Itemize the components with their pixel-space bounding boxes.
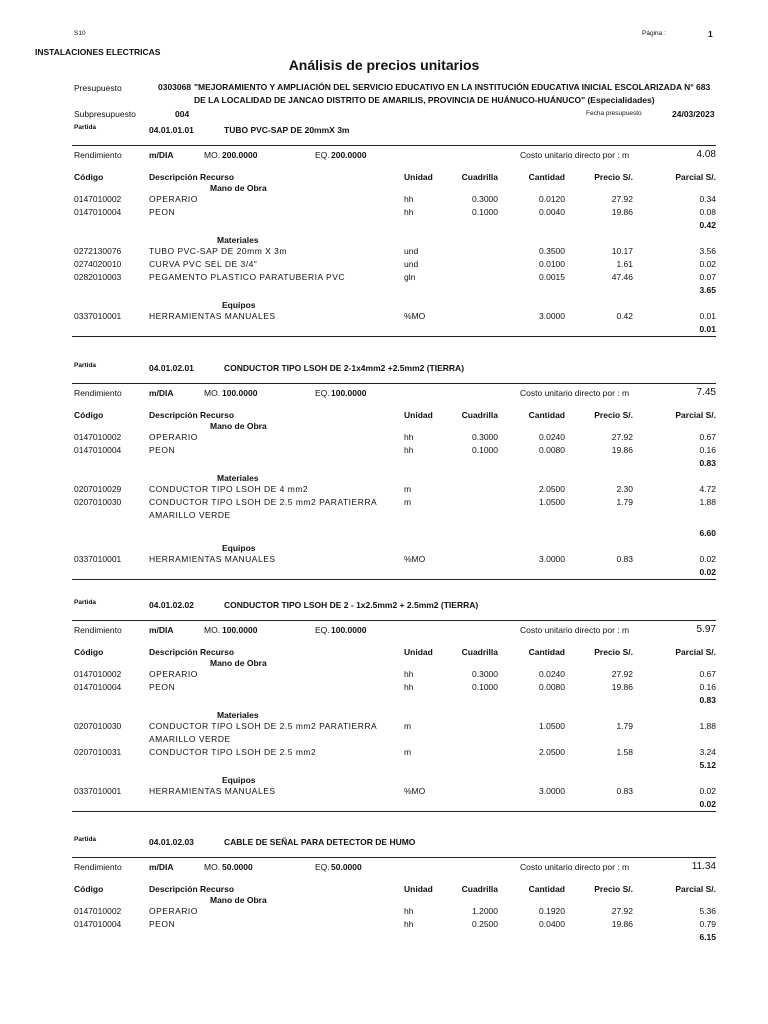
row-cantidad: 1.0500 bbox=[539, 721, 565, 731]
row-codigo: 0147010004 bbox=[74, 919, 122, 929]
row-descripcion: OPERARIO bbox=[149, 906, 198, 916]
rendimiento-label: Rendimiento bbox=[74, 388, 122, 398]
column-header-cantidad: Cantidad bbox=[528, 884, 565, 894]
row-cantidad: 0.0015 bbox=[539, 272, 565, 282]
row-descripcion: PEON bbox=[149, 445, 176, 455]
row-descripcion-cont: AMARILLO VERDE bbox=[149, 510, 231, 520]
row-codigo: 0337010001 bbox=[74, 554, 122, 564]
row-parcial: 3.24 bbox=[699, 747, 716, 757]
group-label-mano-obra: Mano de Obra bbox=[210, 658, 267, 668]
row-cantidad: 0.1920 bbox=[539, 906, 565, 916]
row-cantidad: 2.0500 bbox=[539, 484, 565, 494]
subtotal-equipos: 0.01 bbox=[699, 324, 716, 334]
column-header-unidad: Unidad bbox=[404, 647, 433, 657]
row-codigo: 0207010029 bbox=[74, 484, 122, 494]
page-label: Página : bbox=[642, 30, 666, 37]
row-unidad: hh bbox=[404, 906, 414, 916]
eq-value: 100.0000 bbox=[331, 388, 367, 398]
column-header-parcial: Parcial S/. bbox=[675, 410, 716, 420]
row-cantidad: 0.0240 bbox=[539, 432, 565, 442]
group-label-mano-obra: Mano de Obra bbox=[210, 183, 267, 193]
row-unidad: %MO bbox=[404, 554, 426, 564]
row-cantidad: 0.0240 bbox=[539, 669, 565, 679]
column-header-descripcion: Descripción Recurso bbox=[149, 884, 235, 894]
row-codigo: 0274020010 bbox=[74, 259, 122, 269]
row-unidad: hh bbox=[404, 194, 414, 204]
subtotal-materiales: 3.65 bbox=[699, 285, 716, 295]
presupuesto-line-2: DE LA LOCALIDAD DE JANCAO DISTRITO DE AMARILIS, PROVINCIA DE HUÁNUCO-HUÁNUCO" (Especialidades) bbox=[194, 95, 655, 105]
row-precio: 19.86 bbox=[611, 207, 633, 217]
row-descripcion: PEON bbox=[149, 919, 176, 929]
subtotal-materiales: 6.60 bbox=[699, 528, 716, 538]
partida-name: CONDUCTOR TIPO LSOH DE 2 - 1x2.5mm2 + 2.5mm2 (TIERRA) bbox=[224, 600, 479, 610]
presupuesto-line-1: "MEJORAMIENTO Y AMPLIACIÓN DEL SERVICIO EDUCATIVO EN LA INSTITUCIÓN EDUCATIVA INICIAL ESCOLARIZADA N° 683 bbox=[194, 82, 711, 92]
row-codigo: 0147010002 bbox=[74, 194, 122, 204]
rendimiento-label: Rendimiento bbox=[74, 625, 122, 635]
row-cantidad: 0.3500 bbox=[539, 246, 565, 256]
row-parcial: 1.88 bbox=[699, 497, 716, 507]
mo-value: 100.0000 bbox=[222, 625, 258, 635]
row-unidad: %MO bbox=[404, 786, 426, 796]
row-unidad: hh bbox=[404, 669, 414, 679]
row-cantidad: 0.0400 bbox=[539, 919, 565, 929]
row-cantidad: 0.0080 bbox=[539, 445, 565, 455]
row-unidad: gln bbox=[404, 272, 416, 282]
software-label: S10 bbox=[74, 30, 86, 37]
row-unidad: m bbox=[404, 484, 412, 494]
eq-value: 50.0000 bbox=[331, 862, 362, 872]
mo-label: MO. bbox=[204, 625, 221, 635]
section-title: INSTALACIONES ELECTRICAS bbox=[35, 47, 161, 57]
row-parcial: 0.08 bbox=[699, 207, 716, 217]
column-header-precio: Precio S/. bbox=[594, 172, 633, 182]
row-parcial: 5.36 bbox=[699, 906, 716, 916]
mo-label: MO. bbox=[204, 150, 221, 160]
row-unidad: hh bbox=[404, 445, 414, 455]
row-precio: 10.17 bbox=[611, 246, 633, 256]
fecha-value: 24/03/2023 bbox=[672, 109, 715, 119]
row-descripcion: OPERARIO bbox=[149, 432, 198, 442]
subtotal-mano-obra: 0.83 bbox=[699, 458, 716, 468]
partida-code: 04.01.02.02 bbox=[149, 600, 194, 610]
partida-label: Partida bbox=[74, 124, 97, 131]
row-cantidad: 1.0500 bbox=[539, 497, 565, 507]
row-codigo: 0147010002 bbox=[74, 669, 122, 679]
row-cuadrilla: 0.3000 bbox=[472, 669, 498, 679]
row-parcial: 0.02 bbox=[699, 786, 716, 796]
row-parcial: 0.01 bbox=[699, 311, 716, 321]
row-cuadrilla: 0.1000 bbox=[472, 445, 498, 455]
partida-code: 04.01.01.01 bbox=[149, 125, 194, 135]
row-codigo: 0272130076 bbox=[74, 246, 122, 256]
subtotal-equipos: 0.02 bbox=[699, 799, 716, 809]
column-header-precio: Precio S/. bbox=[594, 884, 633, 894]
row-unidad: m bbox=[404, 747, 412, 757]
partida-name: CONDUCTOR TIPO LSOH DE 2-1x4mm2 +2.5mm2 (TIERRA) bbox=[224, 363, 465, 373]
rendimiento-unit: m/DIA bbox=[149, 388, 174, 398]
row-unidad: und bbox=[404, 246, 419, 256]
row-precio: 0.83 bbox=[616, 786, 633, 796]
row-unidad: hh bbox=[404, 682, 414, 692]
row-codigo: 0282010003 bbox=[74, 272, 122, 282]
column-header-cantidad: Cantidad bbox=[528, 647, 565, 657]
costo-value: 4.08 bbox=[696, 149, 716, 160]
group-label-materiales: Materiales bbox=[217, 235, 259, 245]
row-codigo: 0337010001 bbox=[74, 786, 122, 796]
row-codigo: 0147010004 bbox=[74, 445, 122, 455]
row-cuadrilla: 1.2000 bbox=[472, 906, 498, 916]
column-header-descripcion: Descripción Recurso bbox=[149, 410, 235, 420]
row-precio: 1.79 bbox=[616, 497, 633, 507]
row-precio: 1.58 bbox=[616, 747, 633, 757]
group-label-equipos: Equipos bbox=[222, 300, 256, 310]
row-cantidad: 2.0500 bbox=[539, 747, 565, 757]
group-label-materiales: Materiales bbox=[217, 710, 259, 720]
subtotal-equipos: 0.02 bbox=[699, 567, 716, 577]
partida-label: Partida bbox=[74, 599, 97, 606]
eq-value: 200.0000 bbox=[331, 150, 367, 160]
row-codigo: 0337010001 bbox=[74, 311, 122, 321]
row-codigo: 0147010004 bbox=[74, 682, 122, 692]
partida-end-divider bbox=[72, 811, 716, 812]
row-cantidad: 0.0080 bbox=[539, 682, 565, 692]
partida-label: Partida bbox=[74, 836, 97, 843]
rendimiento-label: Rendimiento bbox=[74, 150, 122, 160]
row-descripcion: PEGAMENTO PLASTICO PARATUBERIA PVC bbox=[149, 272, 346, 282]
eq-label: EQ. bbox=[315, 388, 330, 398]
row-parcial: 0.67 bbox=[699, 432, 716, 442]
row-cuadrilla: 0.1000 bbox=[472, 682, 498, 692]
partida-end-divider bbox=[72, 579, 716, 580]
eq-label: EQ. bbox=[315, 150, 330, 160]
row-codigo: 0207010030 bbox=[74, 721, 122, 731]
group-label-mano-obra: Mano de Obra bbox=[210, 421, 267, 431]
row-precio: 2.30 bbox=[616, 484, 633, 494]
costo-label: Costo unitario directo por : m bbox=[520, 388, 630, 398]
row-codigo: 0147010002 bbox=[74, 432, 122, 442]
row-parcial: 0.02 bbox=[699, 554, 716, 564]
costo-label: Costo unitario directo por : m bbox=[520, 862, 630, 872]
costo-value: 5.97 bbox=[696, 624, 716, 635]
row-parcial: 0.34 bbox=[699, 194, 716, 204]
row-parcial: 0.79 bbox=[699, 919, 716, 929]
mo-label: MO. bbox=[204, 862, 221, 872]
column-header-codigo: Código bbox=[74, 410, 104, 420]
eq-label: EQ. bbox=[315, 625, 330, 635]
column-header-unidad: Unidad bbox=[404, 410, 433, 420]
partida-divider bbox=[72, 857, 716, 858]
row-precio: 27.92 bbox=[611, 906, 633, 916]
column-header-unidad: Unidad bbox=[404, 172, 433, 182]
subpresupuesto-value: 004 bbox=[175, 109, 190, 119]
mo-value: 200.0000 bbox=[222, 150, 258, 160]
partida-label: Partida bbox=[74, 362, 97, 369]
partida-code: 04.01.02.03 bbox=[149, 837, 194, 847]
row-descripcion: HERRAMIENTAS MANUALES bbox=[149, 311, 276, 321]
column-header-codigo: Código bbox=[74, 172, 104, 182]
column-header-cantidad: Cantidad bbox=[528, 410, 565, 420]
column-header-cuadrilla: Cuadrilla bbox=[461, 884, 498, 894]
row-cantidad: 0.0100 bbox=[539, 259, 565, 269]
column-header-precio: Precio S/. bbox=[594, 410, 633, 420]
column-header-cantidad: Cantidad bbox=[528, 172, 565, 182]
row-unidad: und bbox=[404, 259, 419, 269]
row-cuadrilla: 0.3000 bbox=[472, 432, 498, 442]
row-parcial: 0.16 bbox=[699, 682, 716, 692]
row-descripcion: OPERARIO bbox=[149, 194, 198, 204]
rendimiento-label: Rendimiento bbox=[74, 862, 122, 872]
column-header-cuadrilla: Cuadrilla bbox=[461, 410, 498, 420]
group-label-materiales: Materiales bbox=[217, 473, 259, 483]
costo-label: Costo unitario directo por : m bbox=[520, 150, 630, 160]
costo-value: 11.34 bbox=[691, 861, 716, 872]
row-cantidad: 3.0000 bbox=[539, 786, 565, 796]
row-precio: 19.86 bbox=[611, 682, 633, 692]
rendimiento-unit: m/DIA bbox=[149, 150, 174, 160]
subtotal-mano-obra: 0.83 bbox=[699, 695, 716, 705]
group-label-equipos: Equipos bbox=[222, 775, 256, 785]
row-unidad: hh bbox=[404, 919, 414, 929]
column-header-parcial: Parcial S/. bbox=[675, 647, 716, 657]
row-precio: 27.92 bbox=[611, 669, 633, 679]
row-descripcion: TUBO PVC-SAP DE 20mm X 3m bbox=[149, 246, 287, 256]
row-descripcion: CURVA PVC SEL DE 3/4" bbox=[149, 259, 258, 269]
row-precio: 0.83 bbox=[616, 554, 633, 564]
rendimiento-unit: m/DIA bbox=[149, 625, 174, 635]
eq-label: EQ. bbox=[315, 862, 330, 872]
row-descripcion-cont: AMARILLO VERDE bbox=[149, 734, 231, 744]
presupuesto-code: 0303068 bbox=[158, 82, 192, 92]
partida-divider bbox=[72, 620, 716, 621]
row-parcial: 3.56 bbox=[699, 246, 716, 256]
page-title: Análisis de precios unitarios bbox=[288, 57, 480, 73]
row-cuadrilla: 0.3000 bbox=[472, 194, 498, 204]
fecha-label: Fecha presupuesto bbox=[586, 110, 642, 117]
row-descripcion: PEON bbox=[149, 682, 176, 692]
row-cuadrilla: 0.2500 bbox=[472, 919, 498, 929]
row-precio: 19.86 bbox=[611, 445, 633, 455]
column-header-parcial: Parcial S/. bbox=[675, 172, 716, 182]
row-precio: 0.42 bbox=[616, 311, 633, 321]
row-unidad: m bbox=[404, 497, 412, 507]
row-unidad: hh bbox=[404, 432, 414, 442]
row-cantidad: 3.0000 bbox=[539, 554, 565, 564]
group-label-mano-obra: Mano de Obra bbox=[210, 895, 267, 905]
partida-code: 04.01.02.01 bbox=[149, 363, 194, 373]
row-codigo: 0147010002 bbox=[74, 906, 122, 916]
row-parcial: 1.88 bbox=[699, 721, 716, 731]
row-cantidad: 3.0000 bbox=[539, 311, 565, 321]
eq-value: 100.0000 bbox=[331, 625, 367, 635]
column-header-codigo: Código bbox=[74, 884, 104, 894]
partida-divider bbox=[72, 145, 716, 146]
subtotal-mano-obra: 0.42 bbox=[699, 220, 716, 230]
column-header-cuadrilla: Cuadrilla bbox=[461, 172, 498, 182]
row-parcial: 4.72 bbox=[699, 484, 716, 494]
row-unidad: m bbox=[404, 721, 412, 731]
subtotal-materiales: 5.12 bbox=[699, 760, 716, 770]
column-header-descripcion: Descripción Recurso bbox=[149, 172, 235, 182]
subtotal-mano-obra: 6.15 bbox=[699, 932, 716, 942]
group-label-equipos: Equipos bbox=[222, 543, 256, 553]
row-codigo: 0207010031 bbox=[74, 747, 122, 757]
mo-value: 50.0000 bbox=[222, 862, 253, 872]
row-descripcion: CONDUCTOR TIPO LSOH DE 2.5 mm2 PARATIERRA bbox=[149, 497, 378, 507]
row-precio: 27.92 bbox=[611, 432, 633, 442]
mo-label: MO. bbox=[204, 388, 221, 398]
page-number: 1 bbox=[708, 29, 713, 39]
row-descripcion: CONDUCTOR TIPO LSOH DE 4 mm2 bbox=[149, 484, 309, 494]
column-header-parcial: Parcial S/. bbox=[675, 884, 716, 894]
row-descripcion: HERRAMIENTAS MANUALES bbox=[149, 554, 276, 564]
rendimiento-unit: m/DIA bbox=[149, 862, 174, 872]
row-parcial: 0.02 bbox=[699, 259, 716, 269]
column-header-cuadrilla: Cuadrilla bbox=[461, 647, 498, 657]
partida-end-divider bbox=[72, 336, 716, 337]
row-cantidad: 0.0120 bbox=[539, 194, 565, 204]
column-header-codigo: Código bbox=[74, 647, 104, 657]
row-descripcion: CONDUCTOR TIPO LSOH DE 2.5 mm2 bbox=[149, 747, 317, 757]
costo-value: 7.45 bbox=[696, 387, 716, 398]
row-precio: 27.92 bbox=[611, 194, 633, 204]
row-precio: 1.79 bbox=[616, 721, 633, 731]
row-cantidad: 0.0040 bbox=[539, 207, 565, 217]
row-parcial: 0.07 bbox=[699, 272, 716, 282]
row-descripcion: PEON bbox=[149, 207, 176, 217]
row-parcial: 0.16 bbox=[699, 445, 716, 455]
row-unidad: %MO bbox=[404, 311, 426, 321]
row-parcial: 0.67 bbox=[699, 669, 716, 679]
row-descripcion: CONDUCTOR TIPO LSOH DE 2.5 mm2 PARATIERRA bbox=[149, 721, 378, 731]
partida-name: TUBO PVC-SAP DE 20mmX 3m bbox=[224, 125, 350, 135]
partida-name: CABLE DE SEÑAL PARA DETECTOR DE HUMO bbox=[224, 837, 416, 847]
row-precio: 19.86 bbox=[611, 919, 633, 929]
row-descripcion: OPERARIO bbox=[149, 669, 198, 679]
mo-value: 100.0000 bbox=[222, 388, 258, 398]
costo-label: Costo unitario directo por : m bbox=[520, 625, 630, 635]
row-codigo: 0147010004 bbox=[74, 207, 122, 217]
row-precio: 1.61 bbox=[616, 259, 633, 269]
partida-divider bbox=[72, 383, 716, 384]
column-header-precio: Precio S/. bbox=[594, 647, 633, 657]
row-descripcion: HERRAMIENTAS MANUALES bbox=[149, 786, 276, 796]
subpresupuesto-label: Subpresupuesto bbox=[74, 109, 136, 119]
presupuesto-label: Presupuesto bbox=[74, 83, 122, 93]
column-header-unidad: Unidad bbox=[404, 884, 433, 894]
column-header-descripcion: Descripción Recurso bbox=[149, 647, 235, 657]
row-cuadrilla: 0.1000 bbox=[472, 207, 498, 217]
row-codigo: 0207010030 bbox=[74, 497, 122, 507]
row-precio: 47.46 bbox=[611, 272, 633, 282]
row-unidad: hh bbox=[404, 207, 414, 217]
